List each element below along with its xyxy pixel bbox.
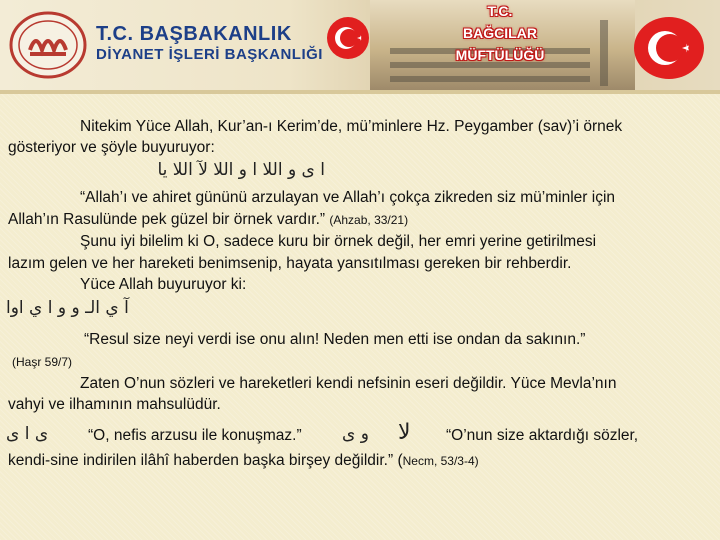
mufti-office-title <box>440 0 560 90</box>
header-banner <box>0 0 720 90</box>
quote-3-part-1: “O, nefis arzusu ile konuşmaz.” <box>88 427 302 444</box>
arabic-verse-3c: لا <box>398 420 411 445</box>
quote-1-text: Allah’ın Rasulünde pek güzel bir örnek vardır.” <box>8 211 326 228</box>
institution-name-line2: DİYANET İŞLERİ BAŞKANLIĞI <box>96 46 323 63</box>
mufti-line1: T.C. <box>487 3 513 19</box>
diyanet-seal-icon <box>8 10 88 80</box>
paragraph-1-line-2: gösteriyor ve şöyle buyuruyor: <box>8 139 215 156</box>
paragraph-1-line-1: Nitekim Yüce Allah, Kur’an-ı Kerim’de, mü’minlere Hz. Peygamber (sav)’i örnek <box>80 118 623 135</box>
turkish-flag-icon <box>634 17 704 79</box>
quote-1-line-2 <box>8 211 408 229</box>
quote-3-part-2: “O’nun size aktardığı sözler, <box>446 427 639 444</box>
arabic-verse-1: ا ى و اللا ا و اللا لآ اللا يا <box>157 160 325 180</box>
quote-3-reference-paren: ( <box>397 452 403 469</box>
turkish-flag-icon <box>327 17 369 59</box>
arabic-verse-2: آ ي الـ و و ا ي اوا <box>6 298 129 318</box>
institution-name-line1: T.C. BAŞBAKANLIK <box>96 23 292 45</box>
quote-2-reference: (Haşr 59/7) <box>12 355 73 369</box>
mufti-line3: MÜFTÜLÜĞÜ <box>455 47 545 63</box>
quote-2: “Resul size neyi verdi ise onu alın! Neden men etti ise ondan da sakının.” <box>84 331 586 348</box>
paragraph-4-line-1: Zaten O’nun sözleri ve hareketleri kendi nefsinin eseri değildir. Yüce Mevla’nın <box>80 375 617 392</box>
mufti-line2: BAĞCILAR <box>463 25 537 41</box>
quote-3-line-2 <box>8 452 479 470</box>
paragraph-2-line-2: lazım gelen ve her hareketi benimsenip, hayata yansıtılması gereken bir rehberdir. <box>8 255 572 272</box>
quote-1-reference: (Ahzab, 33/21) <box>329 213 409 227</box>
arabic-verse-3b: و ى <box>342 424 369 444</box>
quote-3-text: kendi-sine indirilen ilâhî haberden başka birşey değildir.” <box>8 452 394 469</box>
quote-1-line-1: “Allah’ı ve ahiret gününü arzulayan ve Allah’ı çokça zikreden siz mü’minler için <box>80 189 616 206</box>
arabic-verse-3a: ى ا ى <box>6 424 49 444</box>
paragraph-4-line-2: vahyi ve ilhamının mahsulüdür. <box>8 396 221 413</box>
paragraph-3: Yüce Allah buyuruyor ki: <box>80 276 247 293</box>
paragraph-2-line-1: Şunu iyi bilelim ki O, sadece kuru bir örnek değil, her emri yerine getirilmesi <box>80 233 597 250</box>
quote-3-reference: Necm, 53/3-4) <box>402 454 479 468</box>
